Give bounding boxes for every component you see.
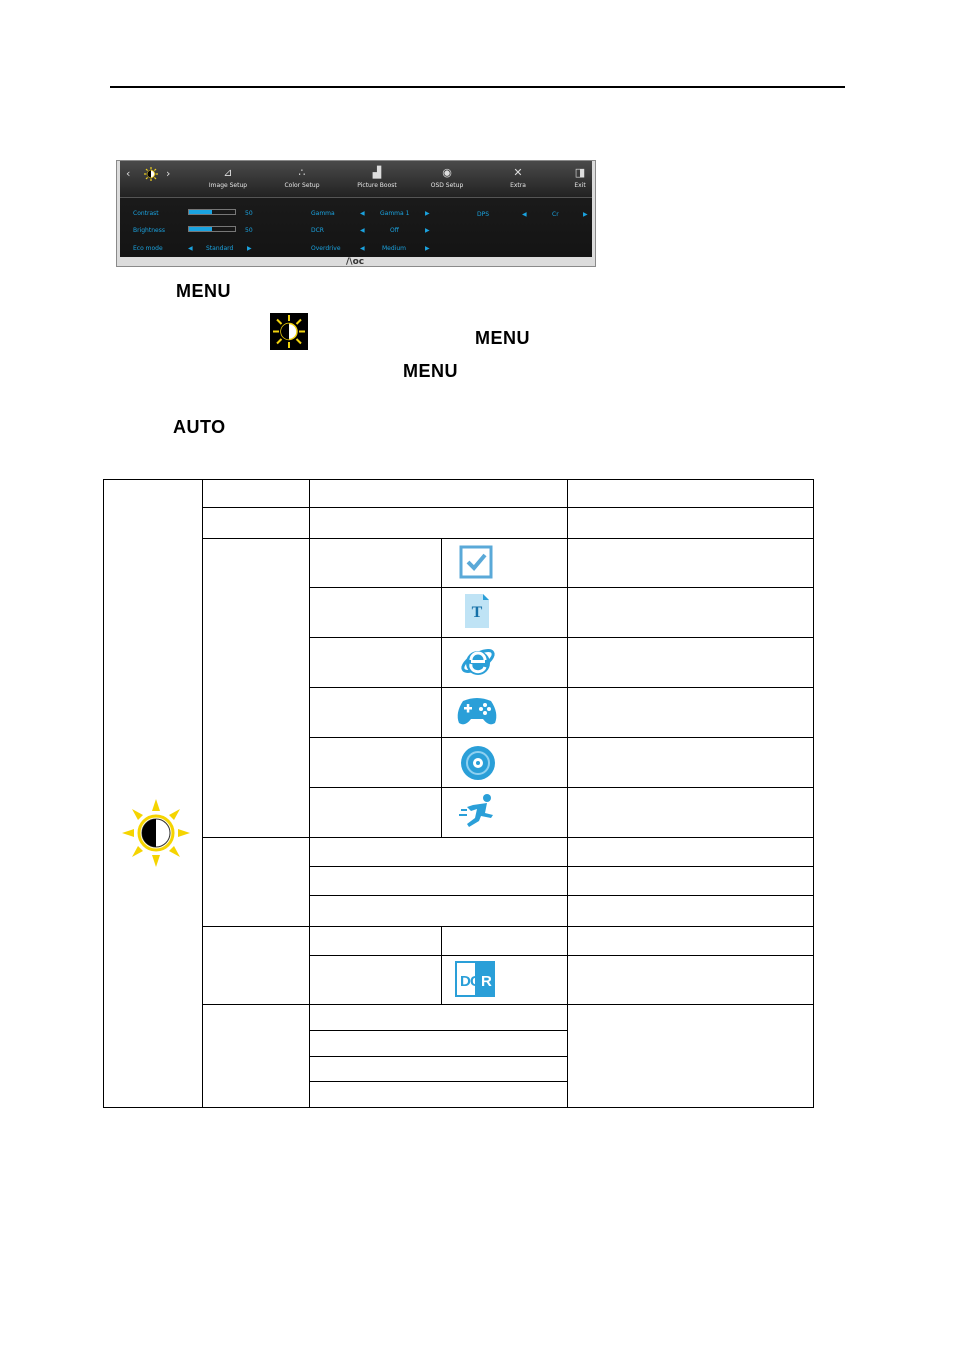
osd-dcr-label: DCR — [311, 227, 324, 234]
osd-eco-mode-label: Eco mode — [133, 245, 163, 252]
image-setup-icon: ⊿ — [223, 166, 233, 179]
triangle-right-icon[interactable]: ▶ — [425, 228, 430, 234]
svg-text:D: D — [460, 973, 471, 990]
auto-key-label: AUTO — [173, 417, 226, 437]
osd-contrast-value: 50 — [245, 210, 253, 217]
svg-text:T: T — [471, 604, 483, 621]
triangle-left-icon[interactable]: ◀ — [360, 228, 365, 234]
osd-tab-luminance[interactable] — [120, 163, 180, 197]
osd-dcr-value: Off — [390, 227, 399, 234]
osd-gamma-value: Gamma 1 — [380, 210, 410, 217]
triangle-right-icon[interactable]: ▶ — [247, 246, 252, 252]
color-setup-icon: ∴ — [298, 166, 306, 179]
text-icon — [463, 592, 491, 635]
triangle-left-icon[interactable]: ◀ — [360, 246, 365, 252]
osd-dps-value: Cr — [552, 211, 559, 218]
internet-explorer-icon — [459, 640, 497, 687]
picture-boost-icon: ▟ — [372, 166, 382, 179]
triangle-right-icon[interactable]: ▶ — [425, 211, 430, 217]
osd-contrast-label: Contrast — [133, 210, 159, 217]
osd-tab-label: OSD Setup — [430, 182, 464, 189]
chevron-right-icon[interactable]: › — [166, 167, 171, 180]
osd-overdrive-value: Medium — [382, 245, 406, 252]
osd-tab-label: Picture Boost — [357, 182, 397, 189]
triangle-left-icon[interactable]: ◀ — [188, 246, 193, 252]
osd-tab-extra[interactable] — [488, 163, 548, 197]
triangle-right-icon[interactable]: ▶ — [583, 212, 588, 218]
osd-gamma-label: Gamma — [311, 210, 335, 217]
osd-tab-bar — [120, 161, 592, 198]
menu-key-label: MENU — [403, 361, 458, 381]
osd-tab-label: Color Setup — [284, 182, 320, 189]
triangle-left-icon[interactable]: ◀ — [522, 212, 527, 218]
osd-tab-label: Exit — [574, 182, 586, 189]
header-rule — [110, 86, 845, 88]
osd-screenshot — [116, 160, 596, 267]
checkbox-icon — [459, 544, 495, 585]
osd-tab-image-setup[interactable] — [198, 163, 258, 197]
chevron-left-icon[interactable]: ‹ — [126, 167, 131, 180]
osd-tab-exit[interactable] — [550, 163, 610, 197]
dcr-icon — [455, 961, 495, 1002]
gamepad-icon — [455, 693, 499, 734]
svg-text:C: C — [470, 973, 481, 990]
osd-brightness-label: Brightness — [133, 227, 165, 234]
osd-eco-mode-value: Standard — [206, 245, 234, 252]
running-man-icon — [459, 793, 499, 834]
osd-tab-color-setup[interactable] — [272, 163, 332, 197]
osd-brightness-slider[interactable] — [188, 226, 236, 232]
osd-brightness-value: 50 — [245, 227, 253, 234]
osd-screen — [120, 161, 592, 257]
triangle-left-icon[interactable]: ◀ — [360, 211, 365, 217]
osd-tab-label: Extra — [510, 182, 526, 189]
luminance-settings-table — [103, 479, 814, 1108]
menu-key-label: MENU — [475, 328, 530, 348]
disc-icon — [460, 745, 496, 786]
osd-overdrive-label: Overdrive — [311, 245, 341, 252]
svg-text:R: R — [481, 973, 492, 990]
exit-icon: ◨ — [574, 166, 586, 179]
osd-tab-osd-setup[interactable] — [417, 163, 477, 197]
menu-key-label: MENU — [176, 281, 231, 301]
triangle-right-icon[interactable]: ▶ — [425, 246, 430, 252]
luminance-icon — [270, 313, 308, 350]
osd-tab-label: Image Setup — [208, 182, 248, 189]
osd-setup-icon: ◉ — [442, 166, 452, 179]
brand-logo: /\oc — [346, 257, 365, 267]
osd-contrast-slider[interactable] — [188, 209, 236, 215]
sun-icon — [120, 797, 192, 874]
extra-icon: ✕ — [513, 166, 523, 179]
osd-tab-picture-boost[interactable] — [347, 163, 407, 197]
osd-dps-label: DPS — [477, 211, 490, 218]
sun-icon — [143, 167, 157, 179]
